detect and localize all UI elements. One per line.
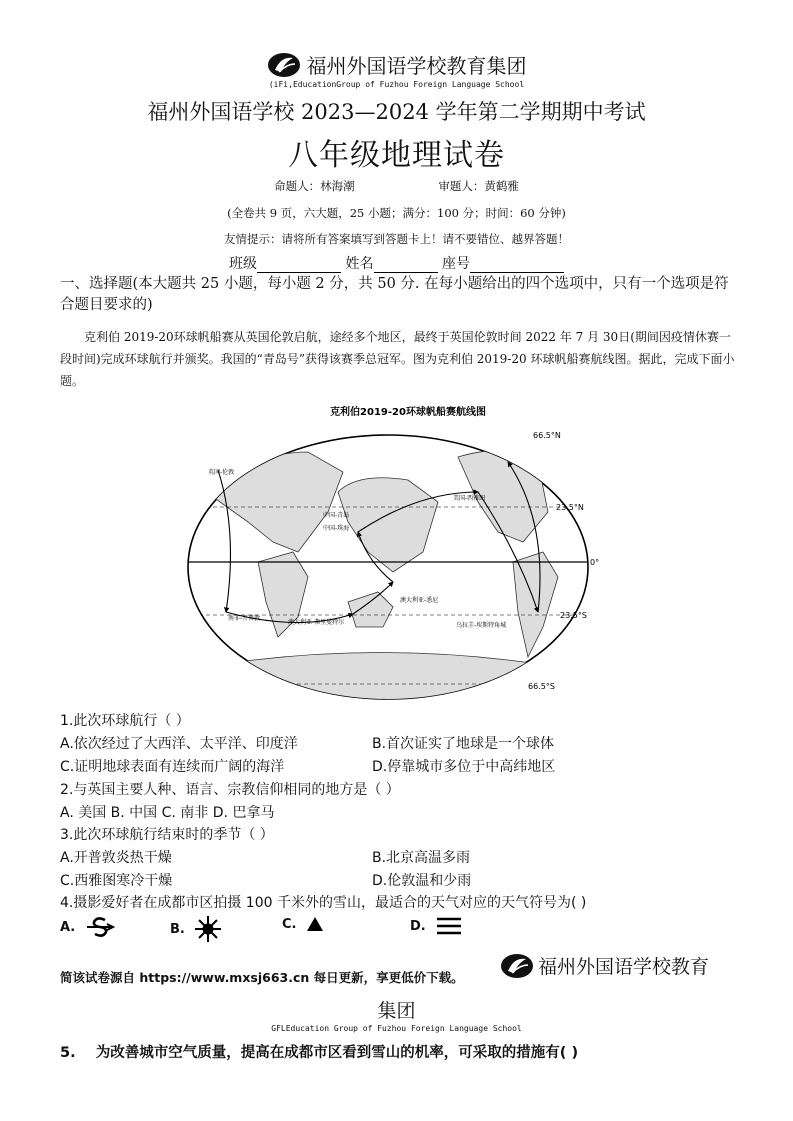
svg-text:南非-开普敦: 南非-开普敦: [228, 615, 261, 622]
symbol-option-a: A.: [60, 916, 115, 938]
seat-label: 座号: [441, 256, 470, 272]
svg-text:英国-伦敦: 英国-伦敦: [208, 469, 235, 476]
paper-title: 八年级地理试卷: [288, 138, 505, 173]
seat-blank[interactable]: [470, 258, 564, 273]
footer-group: 集团: [377, 1000, 416, 1022]
author: 命题人：林海潮: [274, 179, 355, 193]
question-1-option-b: B.首次证实了地球是一个球体: [372, 736, 555, 752]
question-3-option-b: B.北京高温多雨: [372, 850, 471, 866]
name-label: 姓名: [345, 256, 374, 272]
question-3-stem: 3.此次环球航行结束时的季节（ ）: [60, 827, 274, 843]
sailing-route-map: [178, 402, 598, 702]
sunny-icon: [195, 916, 221, 942]
question-2-options: A. 美国 B. 中国 C. 南非 D. 巴拿马: [60, 805, 275, 821]
svg-text:66.5°S: 66.5°S: [528, 682, 555, 691]
school-name: 福州外国语学校教育集团: [306, 54, 527, 78]
svg-text:中国-珠海: 中国-珠海: [323, 525, 350, 532]
exam-title: 福州外国语学校 2023—2024 学年第二学期期中考试: [147, 100, 646, 124]
symbol-option-c: C.: [282, 916, 324, 932]
exam-info: (全卷共 9 页，六大题，25 小题；满分：100 分；时间：60 分钟): [227, 206, 566, 220]
source-notice: 简该试卷源自 https://www.mxsj663.cn 每日更新，享更低价下载。: [60, 970, 464, 985]
sandstorm-icon: [85, 916, 115, 938]
svg-text:中国-青岛: 中国-青岛: [323, 512, 350, 519]
school-logo-icon: [500, 953, 534, 979]
school-header: [0, 50, 793, 79]
fog-icon: [436, 916, 462, 936]
map-title: 克利伯2019-20环球帆船赛航线图: [330, 407, 486, 418]
question-5-number: 5.: [60, 1045, 76, 1061]
question-1-option-d: D.停靠城市多位于中高纬地区: [372, 759, 556, 775]
footer-english-name: GFLEducation Group of Fuzhou Foreign Language School: [271, 1024, 522, 1033]
symbol-option-d: D.: [410, 916, 462, 936]
svg-text:66.5°N: 66.5°N: [533, 431, 561, 440]
question-1-option-a: A.依次经过了大西洋、太平洋、印度洋: [60, 736, 298, 752]
question-5: [60, 1041, 578, 1062]
student-info-row: [0, 253, 793, 273]
class-blank[interactable]: [257, 258, 341, 273]
svg-text:乌拉圭-埃斯特角城: 乌拉圭-埃斯特角城: [456, 622, 507, 629]
question-5-text: 为改善城市空气质量，提高在成都市区看到雪山的机率，可采取的措施有( ): [95, 1045, 579, 1061]
svg-text:澳大利亚-悉尼: 澳大利亚-悉尼: [400, 597, 439, 604]
svg-text:23.5°S: 23.5°S: [560, 611, 587, 620]
svg-text:美国-西雅图: 美国-西雅图: [453, 495, 486, 502]
school-logo-icon: [267, 52, 301, 78]
svg-text:23.5°N: 23.5°N: [556, 503, 584, 512]
question-3-option-d: D.伦敦温和少雨: [372, 873, 472, 889]
reviewer: 审题人：黄鹤雅: [438, 179, 519, 193]
symbol-option-b: B.: [170, 916, 221, 942]
question-4-stem: 4.摄影爱好者在成都市区拍摄 100 千米外的雪山，最适合的天气对应的天气符号为( ): [60, 895, 587, 911]
footer-logo: [500, 952, 709, 979]
question-1-stem: 1.此次环球航行（ ）: [60, 713, 190, 729]
footer-school-name: 福州外国语学校教育: [538, 956, 710, 978]
svg-text:澳大利亚-弗里曼特尔: 澳大利亚-弗里曼特尔: [288, 619, 345, 626]
name-blank[interactable]: [374, 258, 438, 273]
reading-passage: 克利伯 2019-20环球帆船赛从英国伦敦启航，途经多个地区，最终于英国伦敦时间 2022 年 7 月 30日(期间因疫情休赛一段时间)完成环球航行并颁奖。我国的“青岛号”获得该赛季总冠军。图为克利伯 2019-20 环球帆船赛航线图。据此，完成下面小题。: [60, 330, 735, 388]
question-1-option-c: C.证明地球表面有连续而广阔的海洋: [60, 759, 285, 775]
exam-tip: 友情提示：请将所有答案填写到答题卡上！请不要错位、越界答题！: [224, 232, 569, 246]
class-label: 班级: [229, 256, 258, 272]
question-3-option-c: C.西雅图寒冷干燥: [60, 873, 173, 889]
hail-triangle-icon: [306, 916, 324, 932]
question-3-option-a: A.开普敦炎热干燥: [60, 850, 172, 866]
school-english-name: (iFi,EducationGroup of Fuzhou Foreign Language School: [268, 80, 525, 89]
svg-text:0°: 0°: [590, 558, 600, 567]
authors-line: [0, 178, 793, 194]
section-heading: 一、选择题(本大题共 25 小题，每小题 2 分，共 50 分. 在每小题给出的四个选项中，只有一个选项是符合题目要求的): [60, 276, 729, 313]
question-2-stem: 2.与英国主要人种、语言、宗教信仰相同的地方是（ ）: [60, 782, 400, 798]
